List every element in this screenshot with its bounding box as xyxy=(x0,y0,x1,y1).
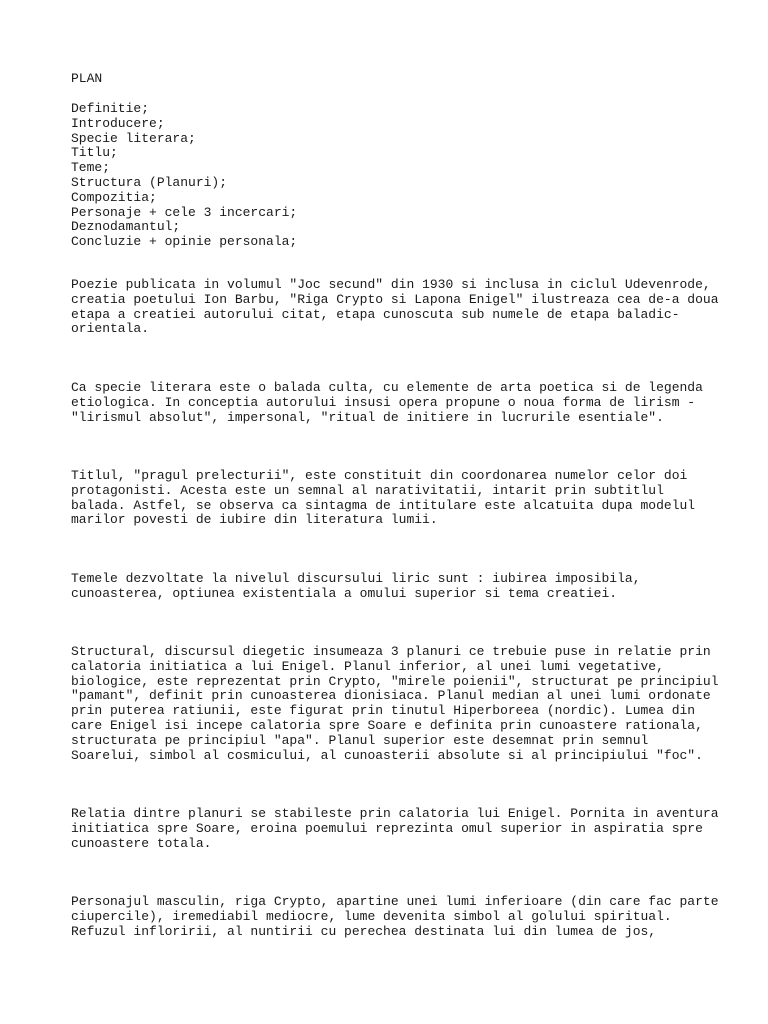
text-line: Poezie publicata in volumul "Joc secund" din 1930 si inclusa in ciclul Udevenrode, xyxy=(71,277,711,292)
text-line: "pamant", definit prin cunoasterea dionisiaca. Planul median al unei lumi ordonate xyxy=(71,688,711,704)
text-line: Titlu; xyxy=(71,145,118,161)
plan-list xyxy=(71,102,297,250)
text-line: initiatica spre Soare, eroina poemului reprezinta omul superior in aspiratia spre xyxy=(71,820,703,836)
text-line: Teme; xyxy=(71,160,111,176)
text-line: prin puterea ratiunii, este figurat prin tinutul Hiperboreea (nordic). Lumea din xyxy=(71,703,696,719)
paragraph-themes xyxy=(71,572,641,602)
text-line: creatia poetului Ion Barbu, "Riga Crypto si Lapona Enigel" ilustreaza cea de-a doua xyxy=(71,291,719,307)
text-line: calatoria initiatica a lui Enigel. Planul inferior, al unei lumi vegetative, xyxy=(71,658,664,674)
text-line: Introducere; xyxy=(71,115,165,131)
text-line: orientala. xyxy=(71,321,150,337)
text-line: marilor povesti de iubire din literatura lumii. xyxy=(71,512,438,528)
text-line: ciupercile), iremediabil mediocre, lume devenita simbol al golului spiritual. xyxy=(71,908,672,924)
text-line: Refuzul infloririi, al nuntirii cu perechea destinata lui din lumea de jos, xyxy=(71,923,657,939)
text-line: balada. Astfel, se observa ca sintagma de intitulare este alcatuita dupa modelul xyxy=(71,497,696,513)
text-line: care Enigel isi incepe calatoria spre Soare e definita prin cunoastere rationala, xyxy=(71,717,703,733)
paragraph-title xyxy=(71,469,695,528)
text-line: Temele dezvoltate la nivelul discursului liric sunt : iubirea imposibila, xyxy=(71,571,641,586)
text-line: protagonisti. Acesta este un semnal al narativitatii, intarit prin subtitlul xyxy=(71,482,664,498)
text-line: cunoastere totala. xyxy=(71,835,212,851)
text-line: structurata pe principiul "apa". Planul superior este desemnat prin semnul xyxy=(71,732,649,748)
text-line: etapa a creatiei autorului citat, etapa cunoscuta sub numele de etapa baladic- xyxy=(71,306,680,322)
text-line: Compozitia; xyxy=(71,189,157,205)
paragraph-literary-species xyxy=(71,381,703,425)
text-line: Relatia dintre planuri se stabileste prin calatoria lui Enigel. Pornita in aventura xyxy=(71,806,719,821)
text-line: cunoasterea, optiunea existentiala a omului superior si tema creatiei. xyxy=(71,585,618,601)
plan-heading: PLAN xyxy=(71,71,103,86)
text-line: Definitie; xyxy=(71,101,150,116)
text-line: "lirismul absolut", impersonal, "ritual de initiere in lucrurile esentiale". xyxy=(71,409,664,425)
paragraph-composition xyxy=(71,807,719,851)
text-line: Specie literara; xyxy=(71,130,196,146)
text-line: Titlul, "pragul prelecturii", este constituit din coordonarea numelor celor doi xyxy=(71,468,688,483)
text-line: etiologica. In conceptia autorului insusi opera propune o noua forma de lirism - xyxy=(71,394,696,410)
text-line: Ca specie literara este o balada culta, cu elemente de arta poetica si de legenda xyxy=(71,380,703,395)
text-line: Soarelui, simbol al cosmicului, al cunoasterii absolute si al principiului "foc". xyxy=(71,747,703,763)
text-line: Personaje + cele 3 incercari; xyxy=(71,204,298,220)
text-line: Deznodamantul; xyxy=(71,219,181,235)
text-line: Personajul masculin, riga Crypto, apartine unei lumi inferioare (din care fac parte xyxy=(71,894,719,909)
text-line: Structura (Planuri); xyxy=(71,174,228,190)
paragraph-structure xyxy=(71,645,719,763)
text-line: Structural, discursul diegetic insumeaza 3 planuri ce trebuie puse in relatie prin xyxy=(71,644,711,659)
paragraph-definition xyxy=(71,278,719,337)
text-line: Concluzie + opinie personala; xyxy=(71,234,298,250)
paragraph-characters xyxy=(71,895,719,939)
text-line: biologice, este reprezentat prin Crypto, "mirele poienii", structurat pe principiul xyxy=(71,673,719,689)
